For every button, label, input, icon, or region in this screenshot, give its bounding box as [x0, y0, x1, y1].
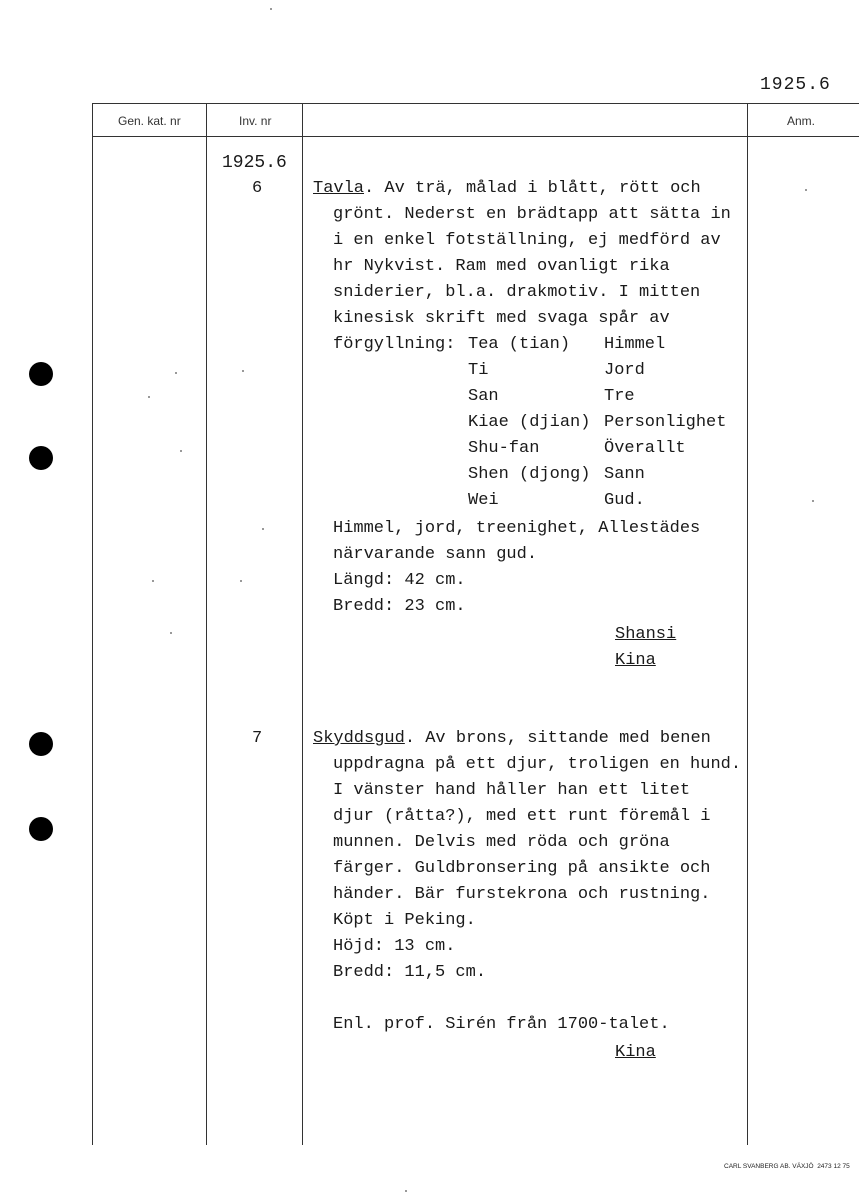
scan-speck	[148, 396, 150, 398]
scan-speck	[805, 189, 807, 191]
entry-7-line: Köpt i Peking.	[333, 911, 476, 930]
entry-7-line: munnen. Delvis med röda och gröna	[333, 833, 670, 852]
glossary-term: Wei	[468, 491, 499, 510]
entry-6-width: Bredd: 23 cm.	[333, 597, 466, 616]
glossary-term: Shen (djong)	[468, 465, 591, 484]
entry-6-line: i en enkel fotställning, ej medförd av	[333, 231, 721, 250]
entry-7-number: 7	[252, 729, 263, 748]
entry-7-width: Bredd: 11,5 cm.	[333, 963, 487, 982]
entry-7-line: färger. Guldbronsering på ansikte och	[333, 859, 711, 878]
glossary-meaning: Tre	[604, 387, 635, 406]
entry-7-line: uppdragna på ett djur, troligen en hund.	[333, 755, 742, 774]
scan-speck	[242, 370, 244, 372]
entry-6-origin-country: Kina	[615, 651, 656, 670]
entry-6-line: kinesisk skrift med svaga spår av	[333, 309, 670, 328]
entry-7-line: händer. Bär furstekrona och rustning.	[333, 885, 711, 904]
punch-hole	[29, 446, 53, 470]
scan-speck	[170, 632, 172, 634]
entry-6-after-line: närvarande sann gud.	[333, 545, 538, 564]
entry-6-number: 6	[252, 179, 263, 198]
punch-hole	[29, 817, 53, 841]
entry-6-line: sniderier, bl.a. drakmotiv. I mitten	[333, 283, 701, 302]
header-top-rule	[92, 103, 859, 104]
column-header-anm: Anm.	[787, 114, 816, 128]
entry-6-first-line	[313, 176, 701, 202]
entry-7-title: Skyddsgud	[313, 729, 405, 748]
printer-mark: CARL SVANBERG AB. VÄXJÖ 2473 12 75	[724, 1163, 850, 1170]
entry-6-after-line: Himmel, jord, treenighet, Allestädes	[333, 519, 701, 538]
column-rule-inv-desc	[302, 103, 303, 1145]
column-rule-desc-anm	[747, 103, 748, 1145]
scan-speck	[180, 450, 182, 452]
entry-7-origin-country: Kina	[615, 1043, 656, 1062]
glossary-term: Kiae (djian)	[468, 413, 591, 432]
glossary-meaning: Himmel	[604, 335, 666, 354]
glossary-meaning: Personlighet	[604, 413, 727, 432]
entry-7-line: djur (råtta?), med ett runt föremål i	[333, 807, 711, 826]
gilding-label: förgyllning:	[333, 335, 456, 354]
column-header-gen-kat-nr: Gen. kat. nr	[118, 114, 181, 128]
glossary-meaning: Överallt	[604, 439, 686, 458]
glossary-meaning: Jord	[604, 361, 645, 380]
glossary-meaning: Gud.	[604, 491, 645, 510]
entry-6-line: hr Nykvist. Ram med ovanligt rika	[333, 257, 670, 276]
page-number: 1925.6	[760, 75, 831, 95]
entry-6-origin-province: Shansi	[615, 625, 677, 644]
entry-7-first-line-rest: . Av brons, sittande med benen	[404, 729, 711, 748]
glossary-meaning: Sann	[604, 465, 645, 484]
entry-6-line: grönt. Nederst en brädtapp att sätta in	[333, 205, 731, 224]
entry-6-first-line-rest: . Av trä, målad i blått, rött och	[364, 179, 701, 198]
entry-6-length: Längd: 42 cm.	[333, 571, 466, 590]
glossary-term: Shu-fan	[468, 439, 540, 458]
column-header-inv-nr: Inv. nr	[239, 114, 272, 128]
scan-speck	[270, 8, 272, 10]
header-bottom-rule	[92, 136, 859, 137]
scan-speck	[175, 372, 177, 374]
scan-speck	[152, 580, 154, 582]
entry-7-height: Höjd: 13 cm.	[333, 937, 456, 956]
punch-hole	[29, 732, 53, 756]
glossary-term: Tea (tian)	[468, 335, 571, 354]
glossary-term: Ti	[468, 361, 489, 380]
scan-speck	[812, 500, 814, 502]
glossary-term: San	[468, 387, 499, 406]
scan-speck	[405, 1190, 407, 1192]
entry-6-title: Tavla	[313, 179, 365, 198]
column-rule-left	[92, 103, 93, 1145]
entry-7-line: I vänster hand håller han ett litet	[333, 781, 691, 800]
entry-7-first-line	[313, 726, 711, 752]
scan-speck	[262, 528, 264, 530]
entry-6-year: 1925.6	[222, 153, 287, 173]
scan-speck	[240, 580, 242, 582]
entry-7-note: Enl. prof. Sirén från 1700-talet.	[333, 1015, 670, 1034]
punch-hole	[29, 362, 53, 386]
column-rule-gen-inv	[206, 103, 207, 1145]
